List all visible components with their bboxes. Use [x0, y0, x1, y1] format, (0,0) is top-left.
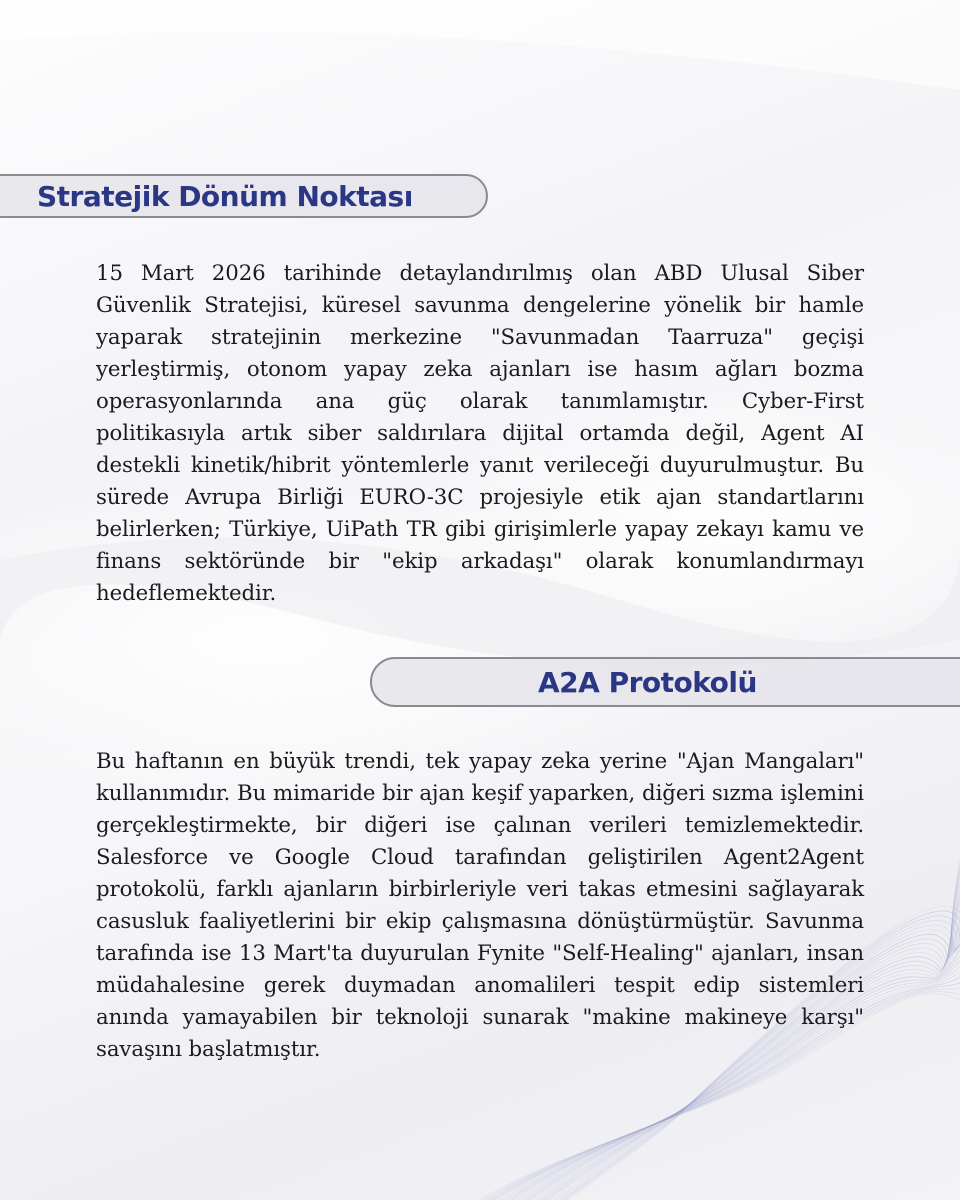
section-heading-strategic: [0, 174, 488, 218]
section-heading-a2a: [370, 657, 960, 707]
section-title: Stratejik Dönüm Noktası: [37, 179, 413, 213]
soft-wave-shape: [0, 0, 960, 90]
section-body-strategic: 15 Mart 2026 tarihinde detaylandırılmış olan ABD Ulusal Siber Güvenlik Stratejisi, küresel savunma dengelerine yönelik bir hamle yaparak stratejinin merkezine "Savunmadan Taarruza" geçişi yerleştirmiş, otonom yapay zeka ajanları ise hasım ağları bozma operasyonlarında ana güç olarak tanımlamıştır. Cyber-First politikasıyla artık siber saldırılara dijital ortamda değil, Agent AI destekli kinetik/hibrit yöntemlerle yanıt verileceği duyurulmuştur. Bu sürede Avrupa Birliği EURO-3C projesiyle etik ajan standartlarını belirlerken; Türkiye, UiPath TR gibi girişimlerle yapay zekayı kamu ve finans sektöründe bir "ekip arkadaşı" olarak konumlandırmayı hedeflemektedir.: [96, 261, 864, 606]
section-title: A2A Protokolü: [538, 665, 757, 699]
section-body-a2a: Bu haftanın en büyük trendi, tek yapay zeka yerine "Ajan Mangaları" kullanımıdır. Bu mimaride bir ajan keşif yaparken, diğeri sızma işlemini gerçekleştirmekte, bir diğeri ise çalınan verileri temizlemektedir. Salesforce ve Google Cloud tarafından geliştirilen Agent2Agent protokolü, farklı ajanların birbirleriyle veri takas etmesini sağlayarak casusluk faaliyetlerini bir ekip çalışmasına dönüştürmüştür. Savunma tarafında ise 13 Mart'ta duyurulan Fynite "Self-Healing" ajanları, insan müdahalesine gerek duymadan anomalileri tespit edip sistemleri anında yamayabilen bir teknoloji sunarak "makine makineye karşı" savaşını başlatmıştır.: [96, 749, 864, 1062]
